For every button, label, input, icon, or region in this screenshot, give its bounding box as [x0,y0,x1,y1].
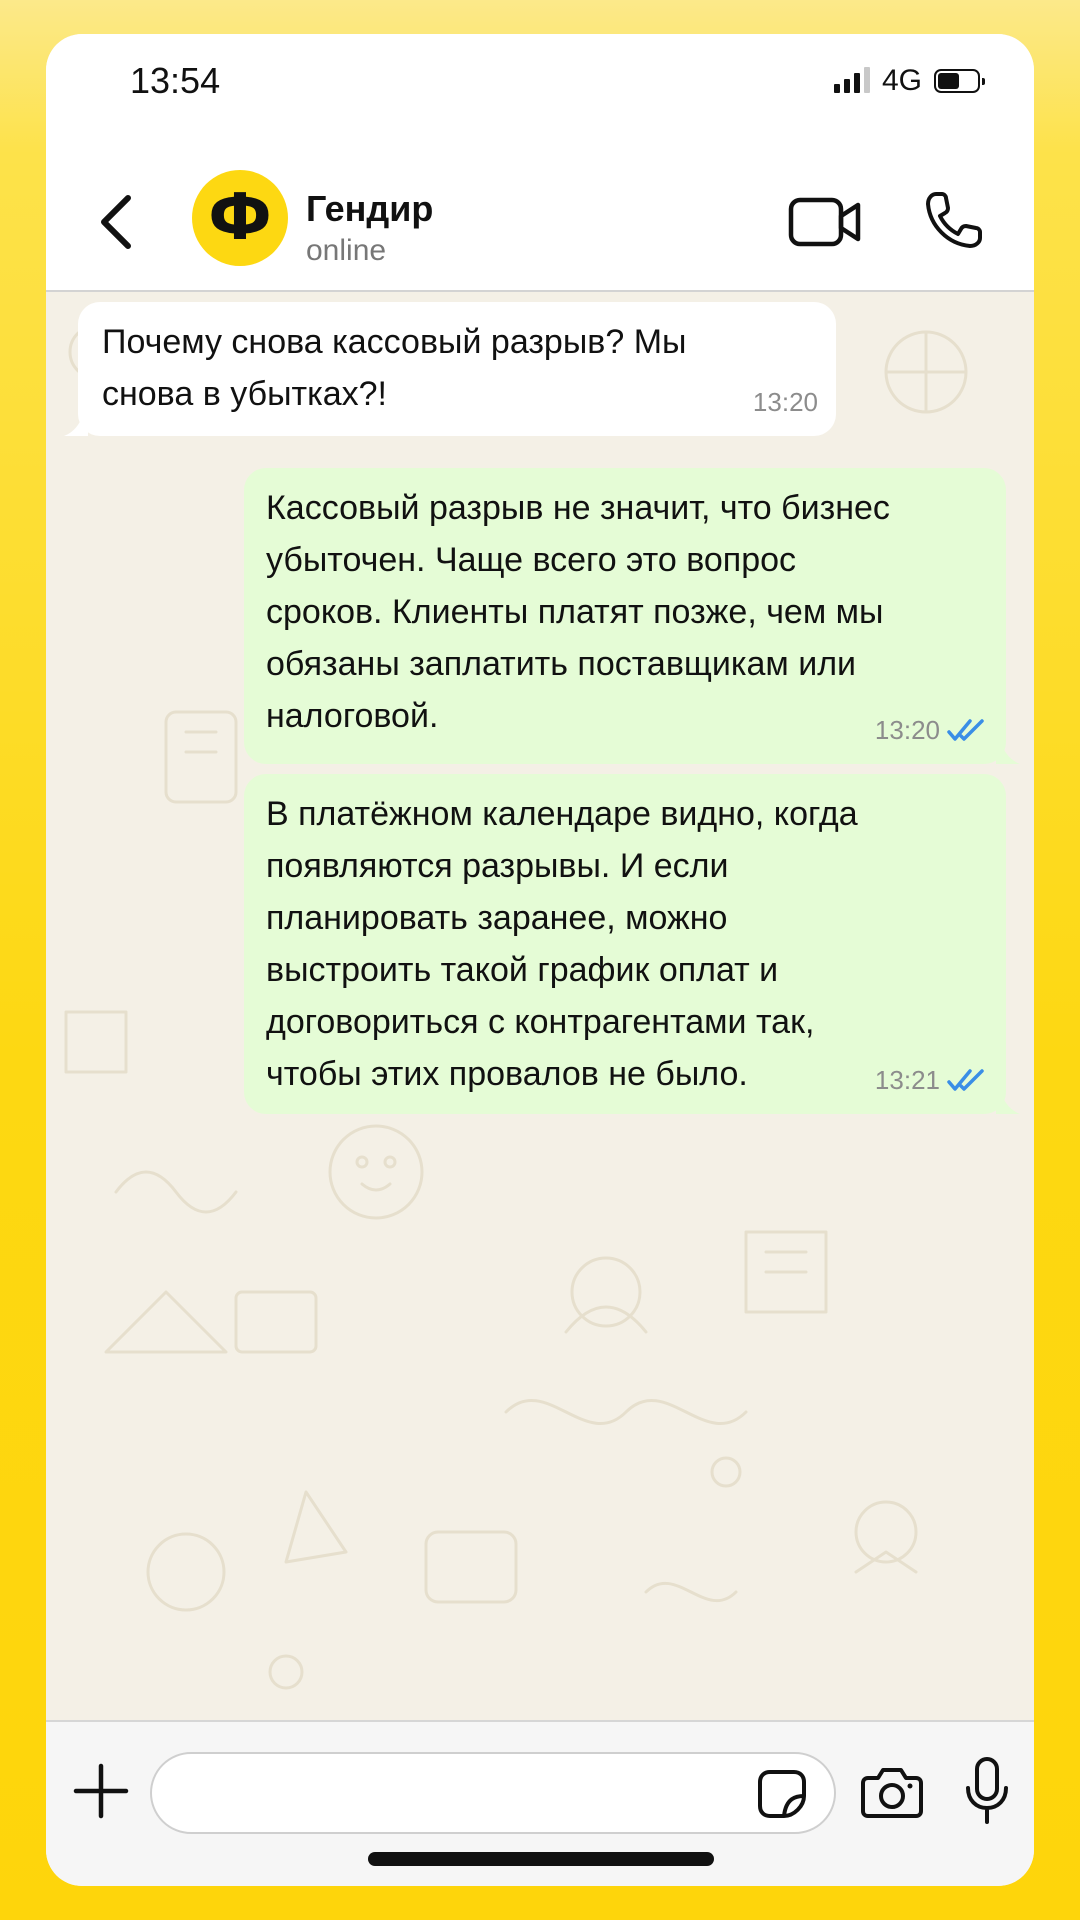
home-indicator[interactable] [368,1852,714,1866]
battery-icon [934,69,980,93]
status-indicators [834,64,980,98]
attach-button[interactable] [68,1758,134,1824]
chevron-left-icon [96,192,136,252]
sticker-icon [756,1768,808,1820]
microphone-button[interactable] [962,1756,1012,1826]
microphone-icon [962,1756,1012,1826]
read-ticks-icon [946,1066,988,1094]
voice-call-button[interactable] [922,188,986,252]
message-meta [875,704,988,756]
message-text: Кассовый разрыв не значит, что бизнес убыточен. Чаще всего это вопрос сроков. Клиенты платят позже, чем мы обязаны заплатить поставщикам или налоговой. [266,489,890,735]
phone-frame [46,34,1034,1886]
message-time: 13:21 [874,1065,940,1095]
video-call-button[interactable] [788,194,862,250]
message-input[interactable] [150,1752,836,1834]
read-ticks-icon [946,716,988,744]
message-text: В платёжном календаре видно, когда появляются разрывы. И если планировать заранее, можно выстроить такой график оплат и договориться с контрагентами так, чтобы этих провалов не было. [266,795,858,1093]
battery-level [938,73,959,89]
signal-icon [834,69,870,93]
status-bar [46,34,1034,154]
sticker-button[interactable] [756,1768,808,1820]
message-text: Почему снова кассовый разрыв? Мы снова в убытках?! [102,323,687,413]
message-bubble-incoming[interactable] [78,302,836,436]
message-bubble-outgoing[interactable] [244,774,1006,1114]
contact-status: online [306,234,387,267]
chat-area[interactable] [46,292,1034,1720]
video-camera-icon [788,194,862,250]
status-time: 13:54 [130,60,221,101]
message-time: 13:20 [752,387,818,417]
chat-header [46,154,1034,292]
bubble-tail [64,416,88,436]
bubble-tail [996,744,1020,764]
plus-icon [68,1758,134,1824]
camera-icon [860,1764,924,1820]
back-button[interactable] [76,182,156,262]
message-time: 13:20 [874,715,940,745]
network-type: 4G [881,64,922,97]
message-meta [753,376,818,428]
bubble-tail [996,1094,1020,1114]
contact-name[interactable]: Гендир [306,188,434,229]
message-meta [875,1054,988,1106]
phone-icon [922,188,986,252]
message-bubble-outgoing[interactable] [244,468,1006,764]
camera-button[interactable] [860,1764,924,1820]
avatar[interactable]: Ф [192,170,288,266]
